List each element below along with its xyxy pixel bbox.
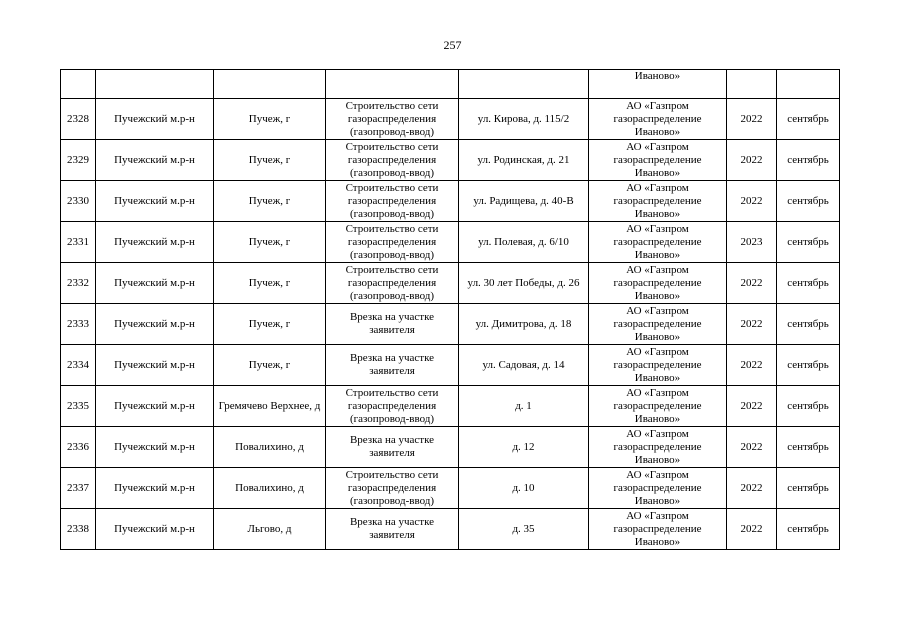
cell-number: 2336 (61, 427, 96, 468)
page-number: 257 (443, 38, 462, 52)
cell-locality: Пучеж, г (214, 181, 326, 222)
table-row (61, 468, 840, 509)
cell-address: ул. Родинская, д. 21 (459, 140, 589, 181)
cell-address: д. 10 (459, 468, 589, 509)
table-row (61, 222, 840, 263)
cell-year: 2022 (727, 181, 777, 222)
table-row (61, 263, 840, 304)
cell-year: 2022 (727, 345, 777, 386)
cell-locality: Льгово, д (214, 509, 326, 550)
cell-address: ул. Радищева, д. 40-В (459, 181, 589, 222)
cell-year: 2022 (727, 304, 777, 345)
cell-district: Пучежский м.р-н (96, 222, 214, 263)
cell-work: Строительство сети газораспределения (газопровод-ввод) (326, 263, 459, 304)
cell-locality: Гремячево Верхнее, д (214, 386, 326, 427)
cell-number: 2337 (61, 468, 96, 509)
cell-month: сентябрь (777, 345, 840, 386)
cell-year: 2023 (727, 222, 777, 263)
cell-operator: АО «Газпром газораспределение Иваново» (589, 263, 727, 304)
cell-month: сентябрь (777, 263, 840, 304)
cell-district: Пучежский м.р-н (96, 468, 214, 509)
cell-month: сентябрь (777, 181, 840, 222)
cell-locality: Повалихино, д (214, 468, 326, 509)
cell-number: 2331 (61, 222, 96, 263)
cell-address: ул. 30 лет Победы, д. 26 (459, 263, 589, 304)
table-row (61, 140, 840, 181)
cell-district: Пучежский м.р-н (96, 263, 214, 304)
cell-month (777, 70, 840, 99)
cell-locality: Пучеж, г (214, 304, 326, 345)
cell-address: ул. Полевая, д. 6/10 (459, 222, 589, 263)
table-row (61, 345, 840, 386)
cell-year: 2022 (727, 99, 777, 140)
cell-operator: АО «Газпром газораспределение Иваново» (589, 304, 727, 345)
cell-district: Пучежский м.р-н (96, 509, 214, 550)
gasification-schedule-table (60, 69, 840, 550)
cell-work: Строительство сети газораспределения (газопровод-ввод) (326, 99, 459, 140)
cell-locality: Пучеж, г (214, 140, 326, 181)
table-row (61, 427, 840, 468)
cell-work: Врезка на участке заявителя (326, 345, 459, 386)
cell-operator: АО «Газпром газораспределение Иваново» (589, 140, 727, 181)
table-row (61, 386, 840, 427)
cell-operator: АО «Газпром газораспределение Иваново» (589, 345, 727, 386)
cell-district: Пучежский м.р-н (96, 386, 214, 427)
cell-month: сентябрь (777, 222, 840, 263)
cell-month: сентябрь (777, 99, 840, 140)
cell-year (727, 70, 777, 99)
cell-address: ул. Димитрова, д. 18 (459, 304, 589, 345)
table-row (61, 99, 840, 140)
cell-month: сентябрь (777, 509, 840, 550)
cell-operator: АО «Газпром газораспределение Иваново» (589, 222, 727, 263)
cell-work: Строительство сети газораспределения (газопровод-ввод) (326, 222, 459, 263)
cell-locality: Повалихино, д (214, 427, 326, 468)
cell-work: Строительство сети газораспределения (газопровод-ввод) (326, 181, 459, 222)
cell-work: Строительство сети газораспределения (газопровод-ввод) (326, 140, 459, 181)
cell-month: сентябрь (777, 427, 840, 468)
cell-locality: Пучеж, г (214, 222, 326, 263)
cell-locality: Пучеж, г (214, 345, 326, 386)
cell-operator: АО «Газпром газораспределение Иваново» (589, 99, 727, 140)
cell-work: Врезка на участке заявителя (326, 304, 459, 345)
table-row (61, 181, 840, 222)
continuation-row (61, 70, 840, 99)
cell-month: сентябрь (777, 304, 840, 345)
cell-operator: АО «Газпром газораспределение Иваново» (589, 468, 727, 509)
cell-address: д. 1 (459, 386, 589, 427)
cell-operator: АО «Газпром газораспределение Иваново» (589, 509, 727, 550)
cell-year: 2022 (727, 263, 777, 304)
cell-month: сентябрь (777, 140, 840, 181)
cell-number: 2334 (61, 345, 96, 386)
cell-month: сентябрь (777, 468, 840, 509)
cell-district (96, 70, 214, 99)
cell-number (61, 70, 96, 99)
cell-work: Строительство сети газораспределения (газопровод-ввод) (326, 468, 459, 509)
cell-work: Врезка на участке заявителя (326, 427, 459, 468)
cell-year: 2022 (727, 509, 777, 550)
cell-district: Пучежский м.р-н (96, 345, 214, 386)
cell-number: 2329 (61, 140, 96, 181)
cell-year: 2022 (727, 427, 777, 468)
cell-number: 2333 (61, 304, 96, 345)
cell-work (326, 70, 459, 99)
cell-month: сентябрь (777, 386, 840, 427)
cell-locality: Пучеж, г (214, 263, 326, 304)
cell-number: 2338 (61, 509, 96, 550)
cell-operator: АО «Газпром газораспределение Иваново» (589, 386, 727, 427)
cell-number: 2328 (61, 99, 96, 140)
cell-locality (214, 70, 326, 99)
cell-district: Пучежский м.р-н (96, 99, 214, 140)
cell-district: Пучежский м.р-н (96, 140, 214, 181)
cell-address: ул. Садовая, д. 14 (459, 345, 589, 386)
cell-address: д. 35 (459, 509, 589, 550)
cell-district: Пучежский м.р-н (96, 304, 214, 345)
cell-number: 2332 (61, 263, 96, 304)
table-body (61, 70, 840, 550)
cell-address (459, 70, 589, 99)
table-row (61, 509, 840, 550)
cell-year: 2022 (727, 468, 777, 509)
cell-work: Врезка на участке заявителя (326, 509, 459, 550)
cell-year: 2022 (727, 386, 777, 427)
cell-year: 2022 (727, 140, 777, 181)
cell-address: ул. Кирова, д. 115/2 (459, 99, 589, 140)
cell-number: 2330 (61, 181, 96, 222)
cell-operator: Иваново» (589, 70, 727, 99)
cell-work: Строительство сети газораспределения (газопровод-ввод) (326, 386, 459, 427)
cell-district: Пучежский м.р-н (96, 427, 214, 468)
cell-address: д. 12 (459, 427, 589, 468)
cell-operator: АО «Газпром газораспределение Иваново» (589, 427, 727, 468)
cell-operator: АО «Газпром газораспределение Иваново» (589, 181, 727, 222)
cell-district: Пучежский м.р-н (96, 181, 214, 222)
cell-number: 2335 (61, 386, 96, 427)
cell-locality: Пучеж, г (214, 99, 326, 140)
table-row (61, 304, 840, 345)
